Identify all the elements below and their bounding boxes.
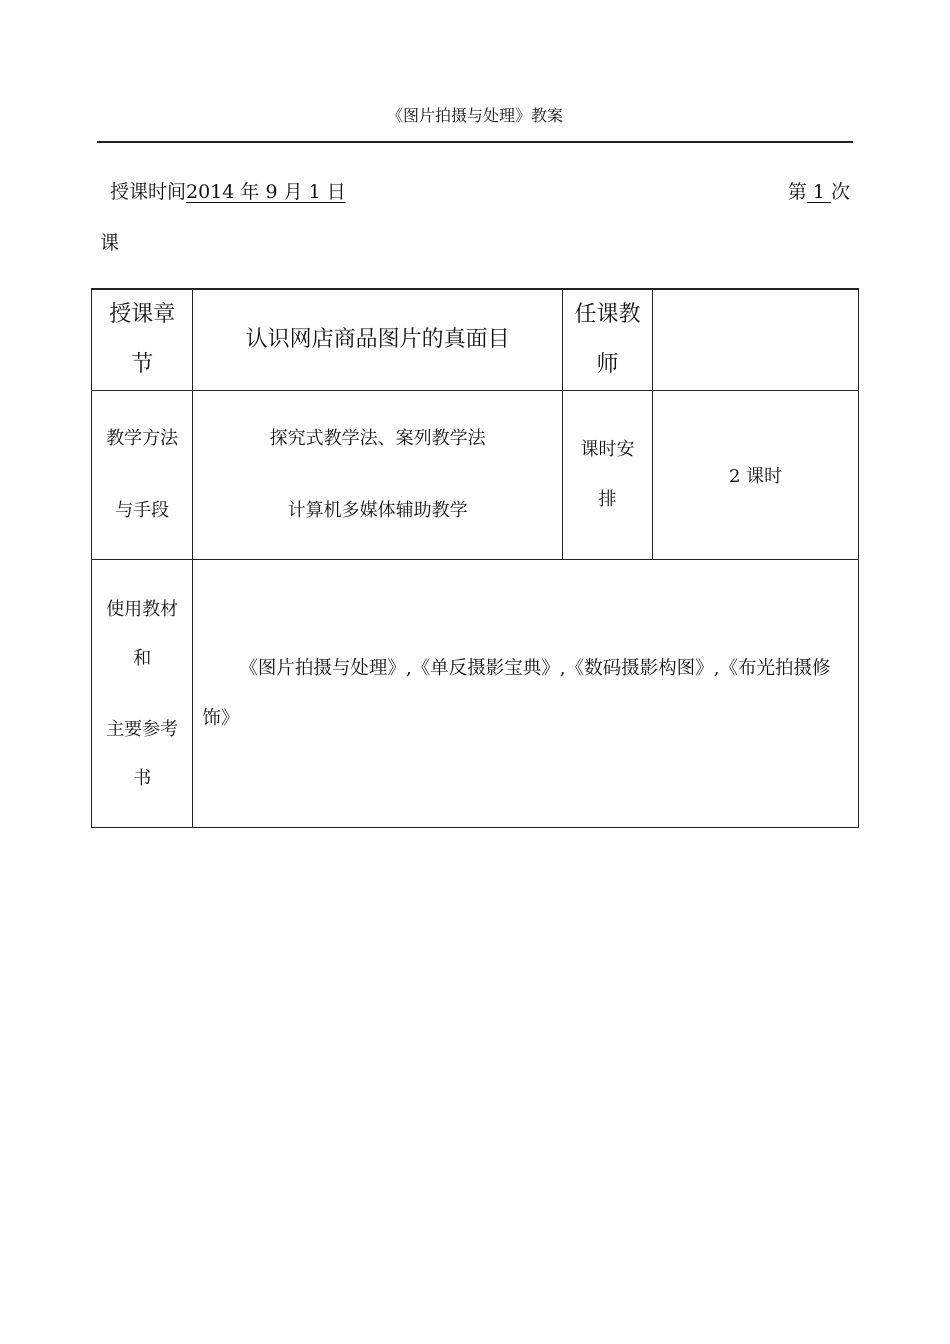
session-number: 1 [806, 181, 831, 203]
session-suffix: 次 [830, 181, 850, 203]
lesson-plan-table [91, 288, 859, 828]
method-value-line1: 探究式教学法、案列教学法 [269, 428, 486, 449]
chapter-value-cell [193, 289, 562, 391]
books-label-line3: 主要参考 [106, 718, 179, 740]
books-value: 《图片拍摄与处理》,《单反摄影宝典》,《数码摄影构图》,《布光拍摄修饰》 [202, 657, 831, 729]
books-label-cell [92, 560, 193, 828]
schedule-value: 2 课时 [728, 466, 783, 487]
header-divider [97, 141, 853, 143]
teacher-label-cell [562, 289, 652, 391]
books-label-line2: 和 [133, 647, 152, 669]
method-value-line2: 计算机多媒体辅助教学 [287, 500, 468, 521]
class-date-line [110, 177, 346, 204]
schedule-label-line1: 课时安 [580, 439, 635, 460]
teacher-label-line2: 师 [596, 352, 619, 377]
session-number-line [788, 177, 850, 204]
chapter-value: 认识网店商品图片的真面目 [245, 327, 510, 352]
class-date-value: 2014 年 9 月 1 日 [186, 181, 346, 203]
session-suffix-wrap: 课 [100, 232, 120, 254]
session-prefix: 第 [787, 181, 807, 203]
schedule-label-line2: 排 [598, 489, 617, 510]
method-label-cell [92, 391, 193, 560]
books-value-cell [193, 560, 859, 828]
teacher-label-line1: 任课教 [574, 302, 641, 327]
books-label-line1: 使用教材 [106, 598, 179, 620]
schedule-label-cell [562, 391, 652, 560]
class-time-label: 授课时间 [110, 181, 187, 203]
teacher-value-cell [653, 289, 859, 391]
method-label-line2: 与手段 [115, 500, 170, 521]
method-label-line1: 教学方法 [106, 428, 179, 449]
chapter-label-line1: 授课章 [109, 302, 176, 327]
schedule-value-cell [653, 391, 859, 560]
chapter-label-cell [92, 289, 193, 391]
books-label-line4: 书 [133, 767, 152, 789]
document-title: 《图片拍摄与处理》教案 [386, 106, 563, 125]
method-value-cell [193, 391, 562, 560]
chapter-label-line2: 节 [131, 352, 154, 377]
